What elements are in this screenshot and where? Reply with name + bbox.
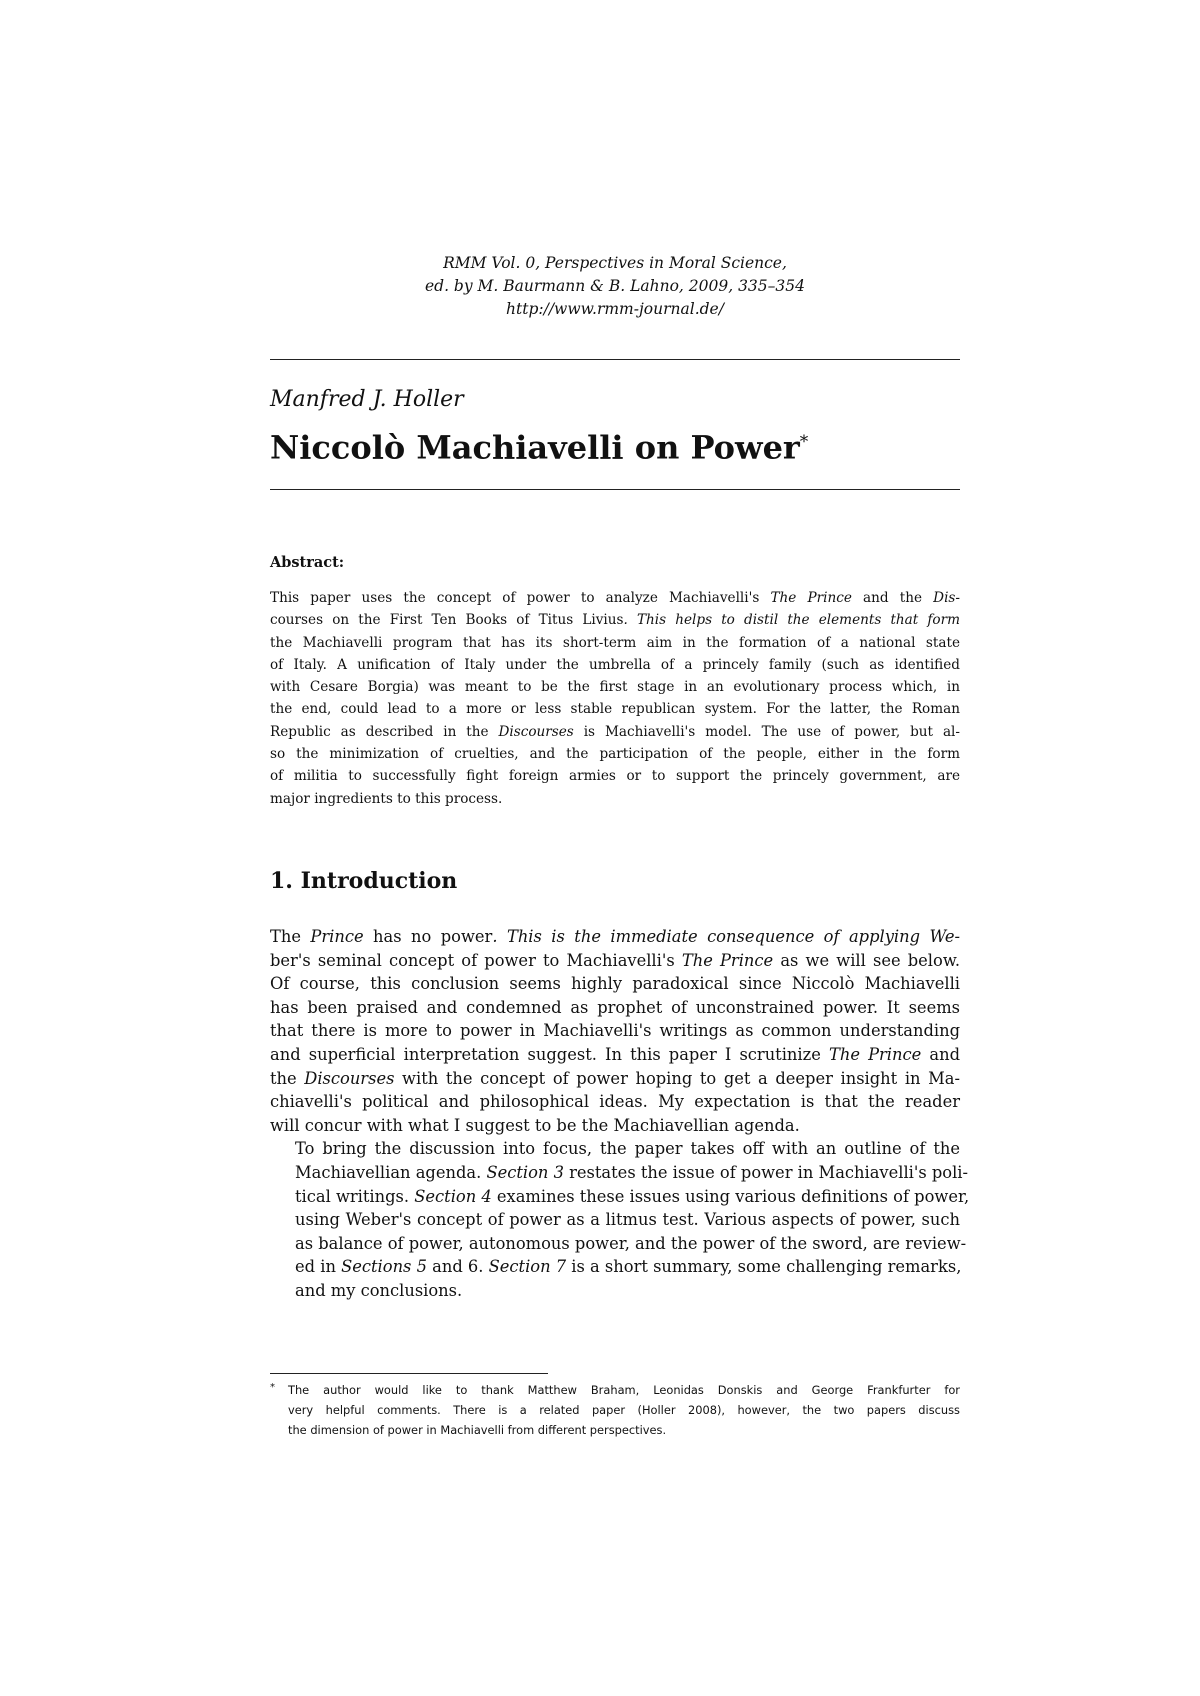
- text-run: tical writings.: [295, 1186, 415, 1206]
- footnote-line: The author would like to thank Matthew Braham, Leonidas Donskis and George Frankfurter for: [288, 1383, 960, 1397]
- italic-text: Prince: [300, 927, 374, 946]
- text-run: the end, could lead to a more or less stable republican system. For the latter, the Roman: [270, 701, 960, 718]
- body-line: [270, 1114, 960, 1138]
- footnote-divider: [270, 1373, 548, 1374]
- text-run: as we will see below.: [773, 950, 960, 970]
- italic-text: The Prince: [828, 1044, 922, 1064]
- text-run: Republic as described in the: [270, 723, 499, 740]
- introduction-paragraph: [270, 925, 960, 1137]
- italic-text: Section 3: [486, 1162, 564, 1182]
- abstract: [270, 552, 960, 810]
- italic-text: . This is the immediate consequence of applying We-: [492, 927, 960, 946]
- text-run: Of course, this conclusion seems highly paradoxical since Niccolò Machiavelli: [270, 974, 960, 994]
- body-line: [270, 1137, 960, 1161]
- introduction-paragraph: [270, 1137, 970, 1302]
- text-run: is a short summary, some challenging remarks,: [566, 1257, 962, 1277]
- text-run: major ingredients to this process.: [270, 790, 503, 807]
- text-run: as balance of power, autonomous power, and the power of the sword, are review-: [295, 1233, 967, 1253]
- body-line: [270, 1255, 960, 1279]
- abstract-line: [270, 587, 960, 609]
- text-run: restates the issue of power in Machiavelli's poli-: [563, 1162, 969, 1182]
- introduction-body: [270, 925, 970, 1303]
- journal-volume-line: RMM Vol. 0, Perspectives in Moral Science,: [443, 254, 787, 272]
- text-run: that there is more to power in Machiavelli's writings as common understanding: [270, 1021, 960, 1041]
- journal-url-line[interactable]: http://www.rmm-journal.de/: [506, 300, 724, 318]
- text-run: and superficial interpretation suggest. In this paper I scrutinize: [270, 1044, 829, 1064]
- paper-title: [270, 422, 808, 468]
- title-footnote-mark[interactable]: *: [799, 432, 809, 452]
- text-run: and 6.: [426, 1257, 489, 1277]
- text-run: Machiavellian agenda.: [295, 1162, 487, 1182]
- abstract-line: [270, 676, 960, 698]
- italic-text: . This helps to distil the elements that form: [623, 612, 960, 629]
- text-run: will concur with what I suggest to be the Machiavellian agenda.: [270, 1115, 800, 1135]
- journal-header: [270, 252, 960, 321]
- body-line: [270, 925, 960, 949]
- body-line: [270, 949, 960, 973]
- italic-text: Section 4: [414, 1186, 492, 1206]
- text-run: This paper uses the concept of power to analyze Machiavelli's: [270, 590, 771, 606]
- body-line: [270, 1161, 969, 1185]
- abstract-line: [270, 721, 960, 743]
- italic-text: Discourses: [304, 1068, 395, 1088]
- paper-title-text: Niccolò Machiavelli on Power: [270, 428, 800, 467]
- text-run: and my conclusions.: [295, 1280, 463, 1300]
- text-run: examines these issues using various definitions of power,: [491, 1186, 970, 1206]
- abstract-line: [270, 654, 960, 676]
- text-run: courses on the First Ten Books of Titus Livius: [270, 612, 624, 629]
- italic-text: Discourses: [498, 723, 574, 740]
- body-line: [270, 1279, 960, 1303]
- italic-text: Dis-: [933, 590, 960, 606]
- body-line: [270, 996, 960, 1020]
- bottom-divider: [270, 489, 960, 490]
- text-run: the Machiavelli program that has its short-term aim in the formation of a national state: [270, 634, 960, 651]
- italic-text: The Prince: [681, 950, 774, 970]
- footnote-text: [270, 1380, 960, 1440]
- body-line: [270, 1232, 967, 1256]
- body-line: [270, 1019, 960, 1043]
- text-run: To bring the discussion into focus, the paper takes off with an outline of the: [295, 1139, 960, 1159]
- section-heading-introduction: 1. Introduction: [270, 868, 458, 894]
- journal-editors-line: ed. by M. Baurmann & B. Lahno, 2009, 335–354: [424, 277, 805, 295]
- body-line: [270, 1067, 960, 1091]
- text-run: chiavelli's political and philosophical ideas. My expectation is that the reader: [270, 1092, 960, 1112]
- body-line: [270, 1208, 960, 1232]
- text-run: with the concept of power hoping to get a deeper insight in Ma-: [394, 1068, 961, 1088]
- text-run: the: [270, 1068, 305, 1088]
- text-run: and: [921, 1044, 961, 1064]
- text-run: has been praised and condemned as prophet of unconstrained power. It seems: [270, 997, 960, 1017]
- text-run: ed in: [295, 1257, 342, 1277]
- abstract-line: [270, 632, 960, 654]
- abstract-line: [270, 788, 960, 810]
- abstract-line: [270, 609, 960, 631]
- footnote-line: very helpful comments. There is a related paper (Holler 2008), however, the two papers discuss: [288, 1403, 960, 1417]
- text-run: has no power: [373, 927, 493, 946]
- text-run: ber's seminal concept of power to Machiavelli's: [270, 950, 682, 970]
- abstract-body: [270, 587, 960, 810]
- body-line: [270, 1043, 960, 1067]
- text-run: of militia to successfully fight foreign armies or to support the princely government, are: [270, 768, 960, 785]
- footnote: [270, 1380, 960, 1440]
- top-divider: [270, 359, 960, 360]
- abstract-line: [270, 765, 960, 787]
- text-run: using Weber's concept of power as a litmus test. Various aspects of power, such: [295, 1210, 960, 1230]
- abstract-line: [270, 743, 960, 765]
- body-line: [270, 1090, 960, 1114]
- italic-text: The Prince: [770, 590, 852, 606]
- text-run: so the minimization of cruelties, and the participation of the people, either in the form: [270, 746, 960, 763]
- footnote-line: the dimension of power in Machiavelli from different perspectives.: [288, 1423, 667, 1437]
- text-run: is Machiavelli's model. The use of power, but al-: [573, 723, 960, 740]
- body-line: [270, 972, 960, 996]
- text-run: with Cesare Borgia) was meant to be the first stage in an evolutionary process which, in: [270, 679, 960, 696]
- author-name: Manfred J. Holler: [270, 387, 464, 412]
- abstract-heading: Abstract:: [270, 554, 345, 571]
- body-line: [270, 1185, 970, 1209]
- italic-text: Section 7: [488, 1257, 567, 1277]
- text-run: of Italy. A unification of Italy under the umbrella of a princely family (such as identified: [270, 656, 960, 673]
- text-run: The: [270, 927, 301, 946]
- footnote-mark: *: [270, 1382, 275, 1393]
- abstract-line: [270, 698, 960, 720]
- italic-text: Sections 5: [341, 1257, 427, 1277]
- text-run: and the: [851, 590, 934, 606]
